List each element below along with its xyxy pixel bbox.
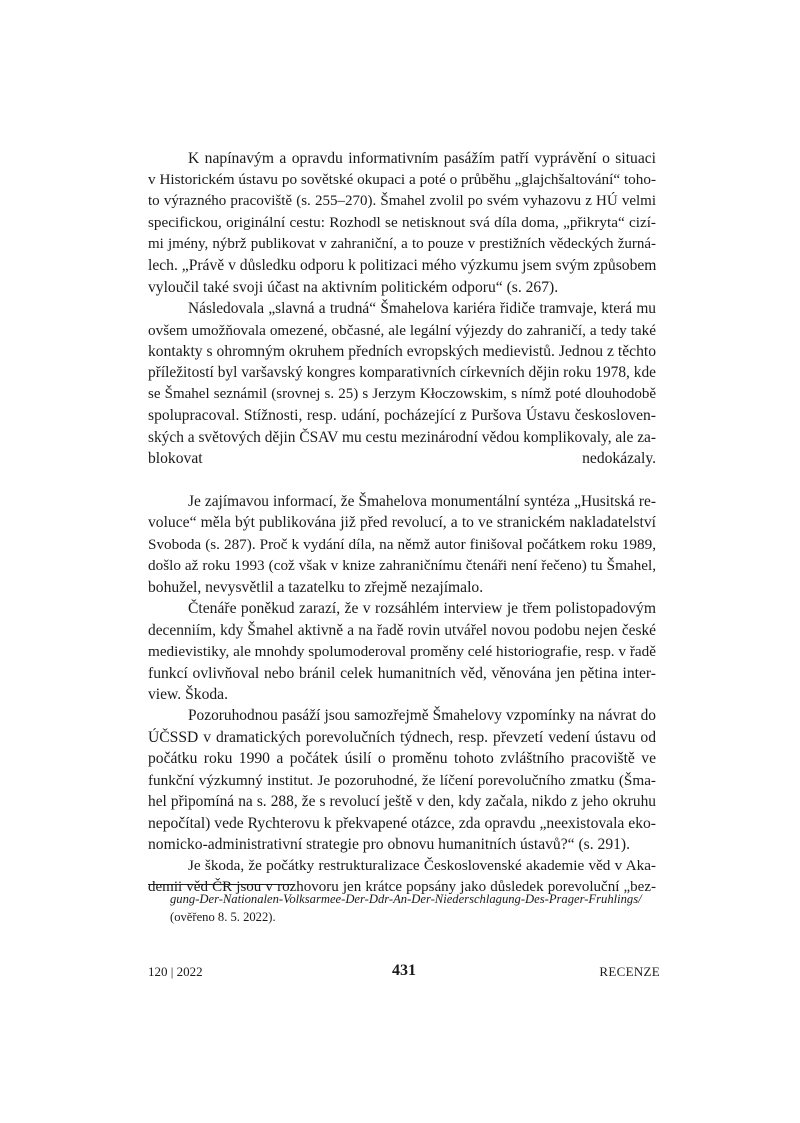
text-line: Je zajímavou informací, že Šmahelova monumentální syntéza „Husitská re- xyxy=(188,493,656,510)
text-line: hel připomíná na s. 288, že s revolucí ještě v den, kdy začala, nikdo z jeho okruhu xyxy=(148,793,656,811)
text-line: view. Škoda. xyxy=(148,685,228,703)
page-footer xyxy=(148,962,660,982)
text-line: Pozoruhodnou pasáží jsou samozřejmě Šmahelovy vzpomínky na návrat do xyxy=(188,707,656,725)
text-line: ských a světových dějin ČSAV mu cestu mezinárodní vědou komplikovaly, ale za- xyxy=(148,428,656,446)
text-line: blokovat nedokázaly. xyxy=(148,450,656,468)
text-line xyxy=(148,470,656,491)
footnote xyxy=(170,890,660,926)
text-line: nepočítal) vede Rychterovu k překvapené otázce, zda opravdu „neexistovala eko- xyxy=(148,814,656,832)
text-line: bohužel, nevysvětlil a tazatelku to zřejmě nezajímalo. xyxy=(148,578,484,596)
paragraph-5 xyxy=(148,705,656,855)
text-line: kontakty s ohromným okruhem předních evropských medievistů. Jednou z těchto xyxy=(148,342,656,360)
paragraph-2 xyxy=(148,298,656,491)
text-line: demii věd ČR jsou v rozhovoru jen krátce popsány jako důsledek porevoluční „bez- xyxy=(148,878,656,895)
text-line: funkční výzkumný institut. Je pozoruhodné, že líčení porevolučního zmatku (Šma- xyxy=(148,771,656,789)
text-line: funkcí ovlivňoval nebo bránil celek humanitních věd, věnována jen pětina inter- xyxy=(148,664,656,682)
text-line: specifickou, originální cestu: Rozhodl se netisknout svá díla doma, „přikryta“ cizí- xyxy=(148,214,656,232)
text-line: to výrazného pracoviště (s. 255–270). Šmahel zvolil po svém vyhazovu z HÚ velmi xyxy=(148,192,656,209)
text-line: Čtenáře poněkud zarazí, že v rozsáhlém interview je třem polistopadovým xyxy=(188,600,656,618)
text-line: medievistiky, ale mnohdy spolumoderoval proměny celé historiografie, resp. v řadě xyxy=(148,643,656,661)
section-label: RECENZE xyxy=(599,964,660,979)
text-line: decenniím, kdy Šmahel aktivně a na řadě rovin utvářel novou podobu nejen české xyxy=(148,621,656,639)
text-line: K napínavým a opravdu informativním pasážím patří vyprávění o situaci xyxy=(188,150,656,167)
text-line: Svoboda (s. 287). Proč k vydání díla, na němž autor finišoval počátkem roku 1989, xyxy=(148,535,656,553)
text-line: lech. „Právě v důsledku odporu k politizaci mého výzkumu jsem svým způsobem xyxy=(148,257,657,275)
text-line: se Šmahel seznámil (srovnej s. 25) s Jerzym Kłoczowskim, s nímž poté dlouhodobě xyxy=(148,385,656,402)
text-line: počátku roku 1990 a počátek úsilí o proměnu tohoto zvláštního pracoviště ve xyxy=(148,750,656,768)
paragraph-1 xyxy=(148,148,656,298)
footnote-verified-line: (ověřeno 8. 5. 2022). xyxy=(170,910,276,924)
text-line: mi jmény, nýbrž publikovat v zahraniční, a to pouze v prestižních vědeckých žurná- xyxy=(148,235,656,252)
text-line: Je škoda, že počátky restrukturalizace Československé akademie věd v Aka- xyxy=(188,857,656,875)
paragraph-4 xyxy=(148,598,656,705)
text-line: nomicko-administrativní strategie pro obnovu humanitních ústavů?“ (s. 291). xyxy=(148,836,631,853)
text-line: Následovala „slavná a trudná“ Šmahelova kariéra řidiče tramvaje, která mu xyxy=(188,300,656,318)
body-text xyxy=(148,148,656,898)
paragraph-3 xyxy=(148,491,656,598)
text-line: spolupracoval. Stížnosti, resp. udání, pocházející z Puršova Ústavu českosloven- xyxy=(148,407,656,425)
text-line: příležitostí byl varšavský kongres komparativních církevních dějin roku 1978, kde xyxy=(148,364,656,382)
text-line: v Historickém ústavu po sovětské okupaci a poté o průběhu „glajchšaltování“ toho- xyxy=(148,171,656,189)
text-line: ÚČSSD v dramatických porevolučních týdnech, resp. převzetí vedení ústavu od xyxy=(148,728,656,746)
text-line: voluce“ měla být publikována již před revolucí, a to ve stranickém nakladatelství xyxy=(148,514,656,532)
text-line: vyloučil také svoji účast na aktivním politickém odporu“ (s. 267). xyxy=(148,278,559,296)
page-number: 431 xyxy=(392,962,416,979)
text-line: ovšem umožňovala omezené, občasné, ale legální výjezdy do zahraničí, a tedy také xyxy=(148,321,656,339)
footnote-divider xyxy=(148,884,294,885)
footnote-url-line: gung-Der-Nationalen-Volksarmee-Der-Ddr-An-Der-Niederschlagung-Des-Prager-Fruhlings/ xyxy=(170,892,642,906)
issue-label: 120 | 2022 xyxy=(148,964,203,979)
text-line: došlo až roku 1993 (což však v knize zahraničnímu čtenáři není řečeno) tu Šmahel, xyxy=(148,557,656,575)
